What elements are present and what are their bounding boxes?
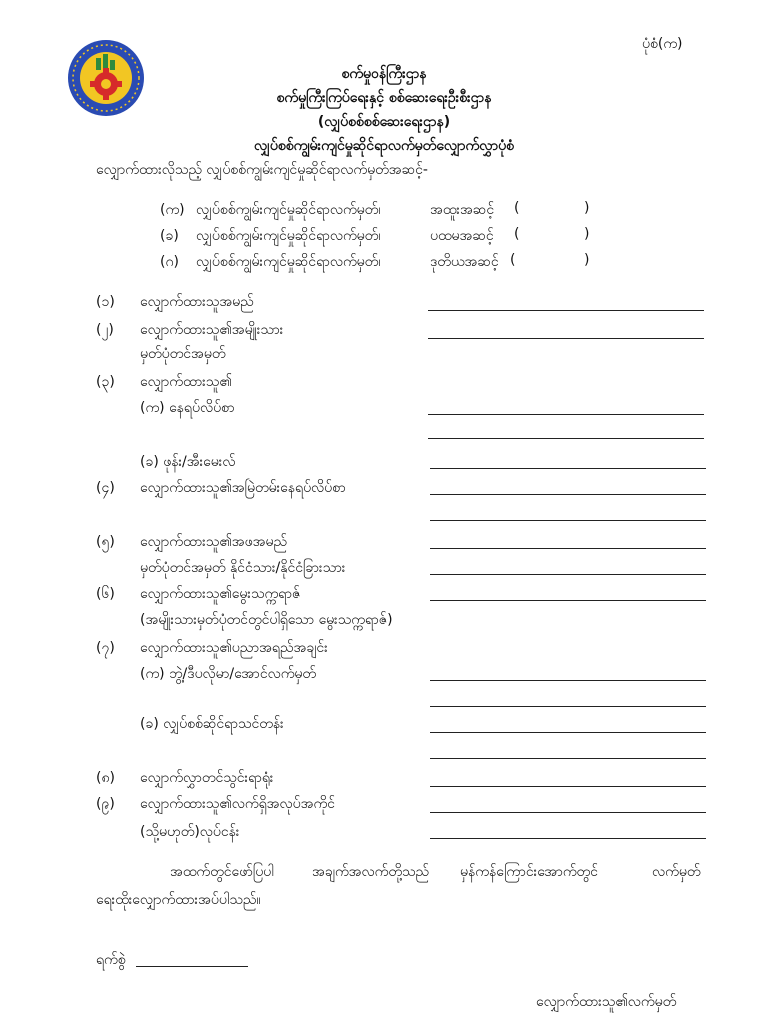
grade-level: ပထမအဆင့် <box>430 228 494 244</box>
dob-note: (အမျိုးသားမှတ်ပုံတင်တွင်ပါရှိသော မွေးသက္ကရာဇ်) <box>140 612 393 628</box>
dob-label: လျှောက်ထားသူ၏မွေးသက္ကရာဇ် <box>140 586 301 602</box>
electrical-training-field-2[interactable] <box>430 758 706 759</box>
submission-office-field[interactable] <box>430 786 706 787</box>
grade-checkbox-close: ) <box>584 226 590 242</box>
field-num: (၅) <box>96 534 115 550</box>
father-name-label: လျှောက်ထားသူ၏အဖအမည် <box>140 534 288 550</box>
applicant-name-field[interactable] <box>428 310 704 311</box>
dob-field[interactable] <box>430 600 706 601</box>
declaration-word: မှန်ကန်ကြောင်းအောက်တွင် <box>460 864 598 880</box>
field-num: (၆) <box>96 586 115 602</box>
nrc-label: လျှောက်ထားသူ၏အမျိုးသား <box>140 322 284 338</box>
field-num: (၈) <box>96 770 115 786</box>
address-field[interactable] <box>428 414 704 415</box>
applicant-name-label: လျှောက်ထားသူအမည် <box>140 294 254 310</box>
date-label: ရက်စွဲ <box>96 952 126 968</box>
business-label: (သို့မဟုတ်)လုပ်ငန်း <box>140 824 240 840</box>
declaration-word: လက်မှတ် <box>652 864 701 880</box>
grade-checkbox-close: ) <box>584 252 590 268</box>
field-num: (၁) <box>96 294 115 310</box>
intro-text: လျှောက်ထားလိုသည့် လျှပ်စစ်ကျွမ်းကျင်မှုဆိုင်ရာလက်မှတ်အဆင့်- <box>96 162 428 178</box>
field-num: (၃) <box>96 374 115 390</box>
occupation-field[interactable] <box>430 812 706 813</box>
father-name-field[interactable] <box>430 548 706 549</box>
permanent-address-field[interactable] <box>430 494 706 495</box>
electrical-training-label: (ခ) လျှပ်စစ်ဆိုင်ရာသင်တန်း <box>140 716 284 732</box>
applicant-label: လျှောက်ထားသူ၏ <box>140 374 232 390</box>
permanent-address-label: လျှောက်ထားသူ၏အမြဲတမ်းနေရပ်လိပ်စာ <box>140 480 346 496</box>
grade-checkbox-open[interactable]: ( <box>514 200 520 216</box>
electrical-training-field[interactable] <box>430 732 706 733</box>
grade-num: (က) <box>160 202 185 218</box>
grade-checkbox-close: ) <box>584 200 590 216</box>
address-field-2[interactable] <box>428 438 704 439</box>
nrc-label-2: မှတ်ပုံတင်အမှတ် <box>140 346 226 362</box>
grade-name: လျှပ်စစ်ကျွမ်းကျင်မှုဆိုင်ရာလက်မှတ်၊ <box>196 228 381 244</box>
field-num: (၇) <box>96 640 115 656</box>
address-label: (က) နေရပ်လိပ်စာ <box>140 400 235 416</box>
grade-checkbox-open[interactable]: ( <box>514 226 520 242</box>
header-line-1: စက်မှုဝန်ကြီးဌာန <box>341 66 427 82</box>
header-line-2: စက်မှုကြီးကြပ်ရေးနှင့် စစ်ဆေးရေးဦးစီးဌာန <box>276 90 492 106</box>
grade-num: (ဂ) <box>160 254 179 270</box>
declaration-word: အချက်အလက်တို့သည် <box>312 864 430 880</box>
degree-field[interactable] <box>430 680 706 681</box>
business-field[interactable] <box>430 838 706 839</box>
grade-checkbox-open[interactable]: ( <box>510 252 516 268</box>
date-field[interactable] <box>136 966 248 967</box>
permanent-address-field-2[interactable] <box>430 520 706 521</box>
nrc-field[interactable] <box>428 338 704 339</box>
degree-field-2[interactable] <box>430 706 706 707</box>
phone-email-field[interactable] <box>430 468 706 469</box>
declaration-line-2: ရေးထိုးလျှောက်ထားအပ်ပါသည်။ <box>96 892 261 908</box>
field-num: (၄) <box>96 480 115 496</box>
occupation-label: လျှောက်ထားသူ၏လက်ရှိအလုပ်အကိုင် <box>140 796 335 812</box>
field-num: (၂) <box>96 322 114 338</box>
education-label: လျှောက်ထားသူ၏ပညာအရည်အချင်း <box>140 640 328 656</box>
field-num: (၉) <box>96 796 115 812</box>
header-line-3: (လျှပ်စစ်စစ်ဆေးရေးဌာန) <box>317 114 451 130</box>
form-number: ပုံစံ(က) <box>642 36 683 52</box>
header-line-4: လျှပ်စစ်ကျွမ်းကျင်မှုဆိုင်ရာလက်မှတ်လျှောက်လွှာပုံစံ <box>254 138 514 154</box>
signature-caption: လျှောက်ထားသူ၏လက်မှတ် <box>536 994 677 1010</box>
father-nrc-label: မှတ်ပုံတင်အမှတ် နိုင်ငံသား/နိုင်ငံခြားသား <box>140 560 346 576</box>
father-nrc-field[interactable] <box>430 574 706 575</box>
grade-name: လျှပ်စစ်ကျွမ်းကျင်မှုဆိုင်ရာလက်မှတ်၊ <box>196 202 381 218</box>
grade-level: ဒုတိယအဆင့် <box>430 254 499 270</box>
degree-label: (က) ဘွဲ့/ဒီပလိုမာ/အောင်လက်မှတ် <box>140 666 317 682</box>
grade-num: (ခ) <box>160 228 179 244</box>
declaration-word: အထက်တွင်ဖော်ပြပါ <box>170 864 274 880</box>
submission-office-label: လျှောက်လွှာတင်သွင်းရာရုံး <box>140 770 274 786</box>
phone-email-label: (ခ) ဖုန်း/အီးမေးလ် <box>140 454 236 470</box>
grade-level: အထူးအဆင့် <box>430 202 495 218</box>
grade-name: လျှပ်စစ်ကျွမ်းကျင်မှုဆိုင်ရာလက်မှတ်၊ <box>196 254 381 270</box>
